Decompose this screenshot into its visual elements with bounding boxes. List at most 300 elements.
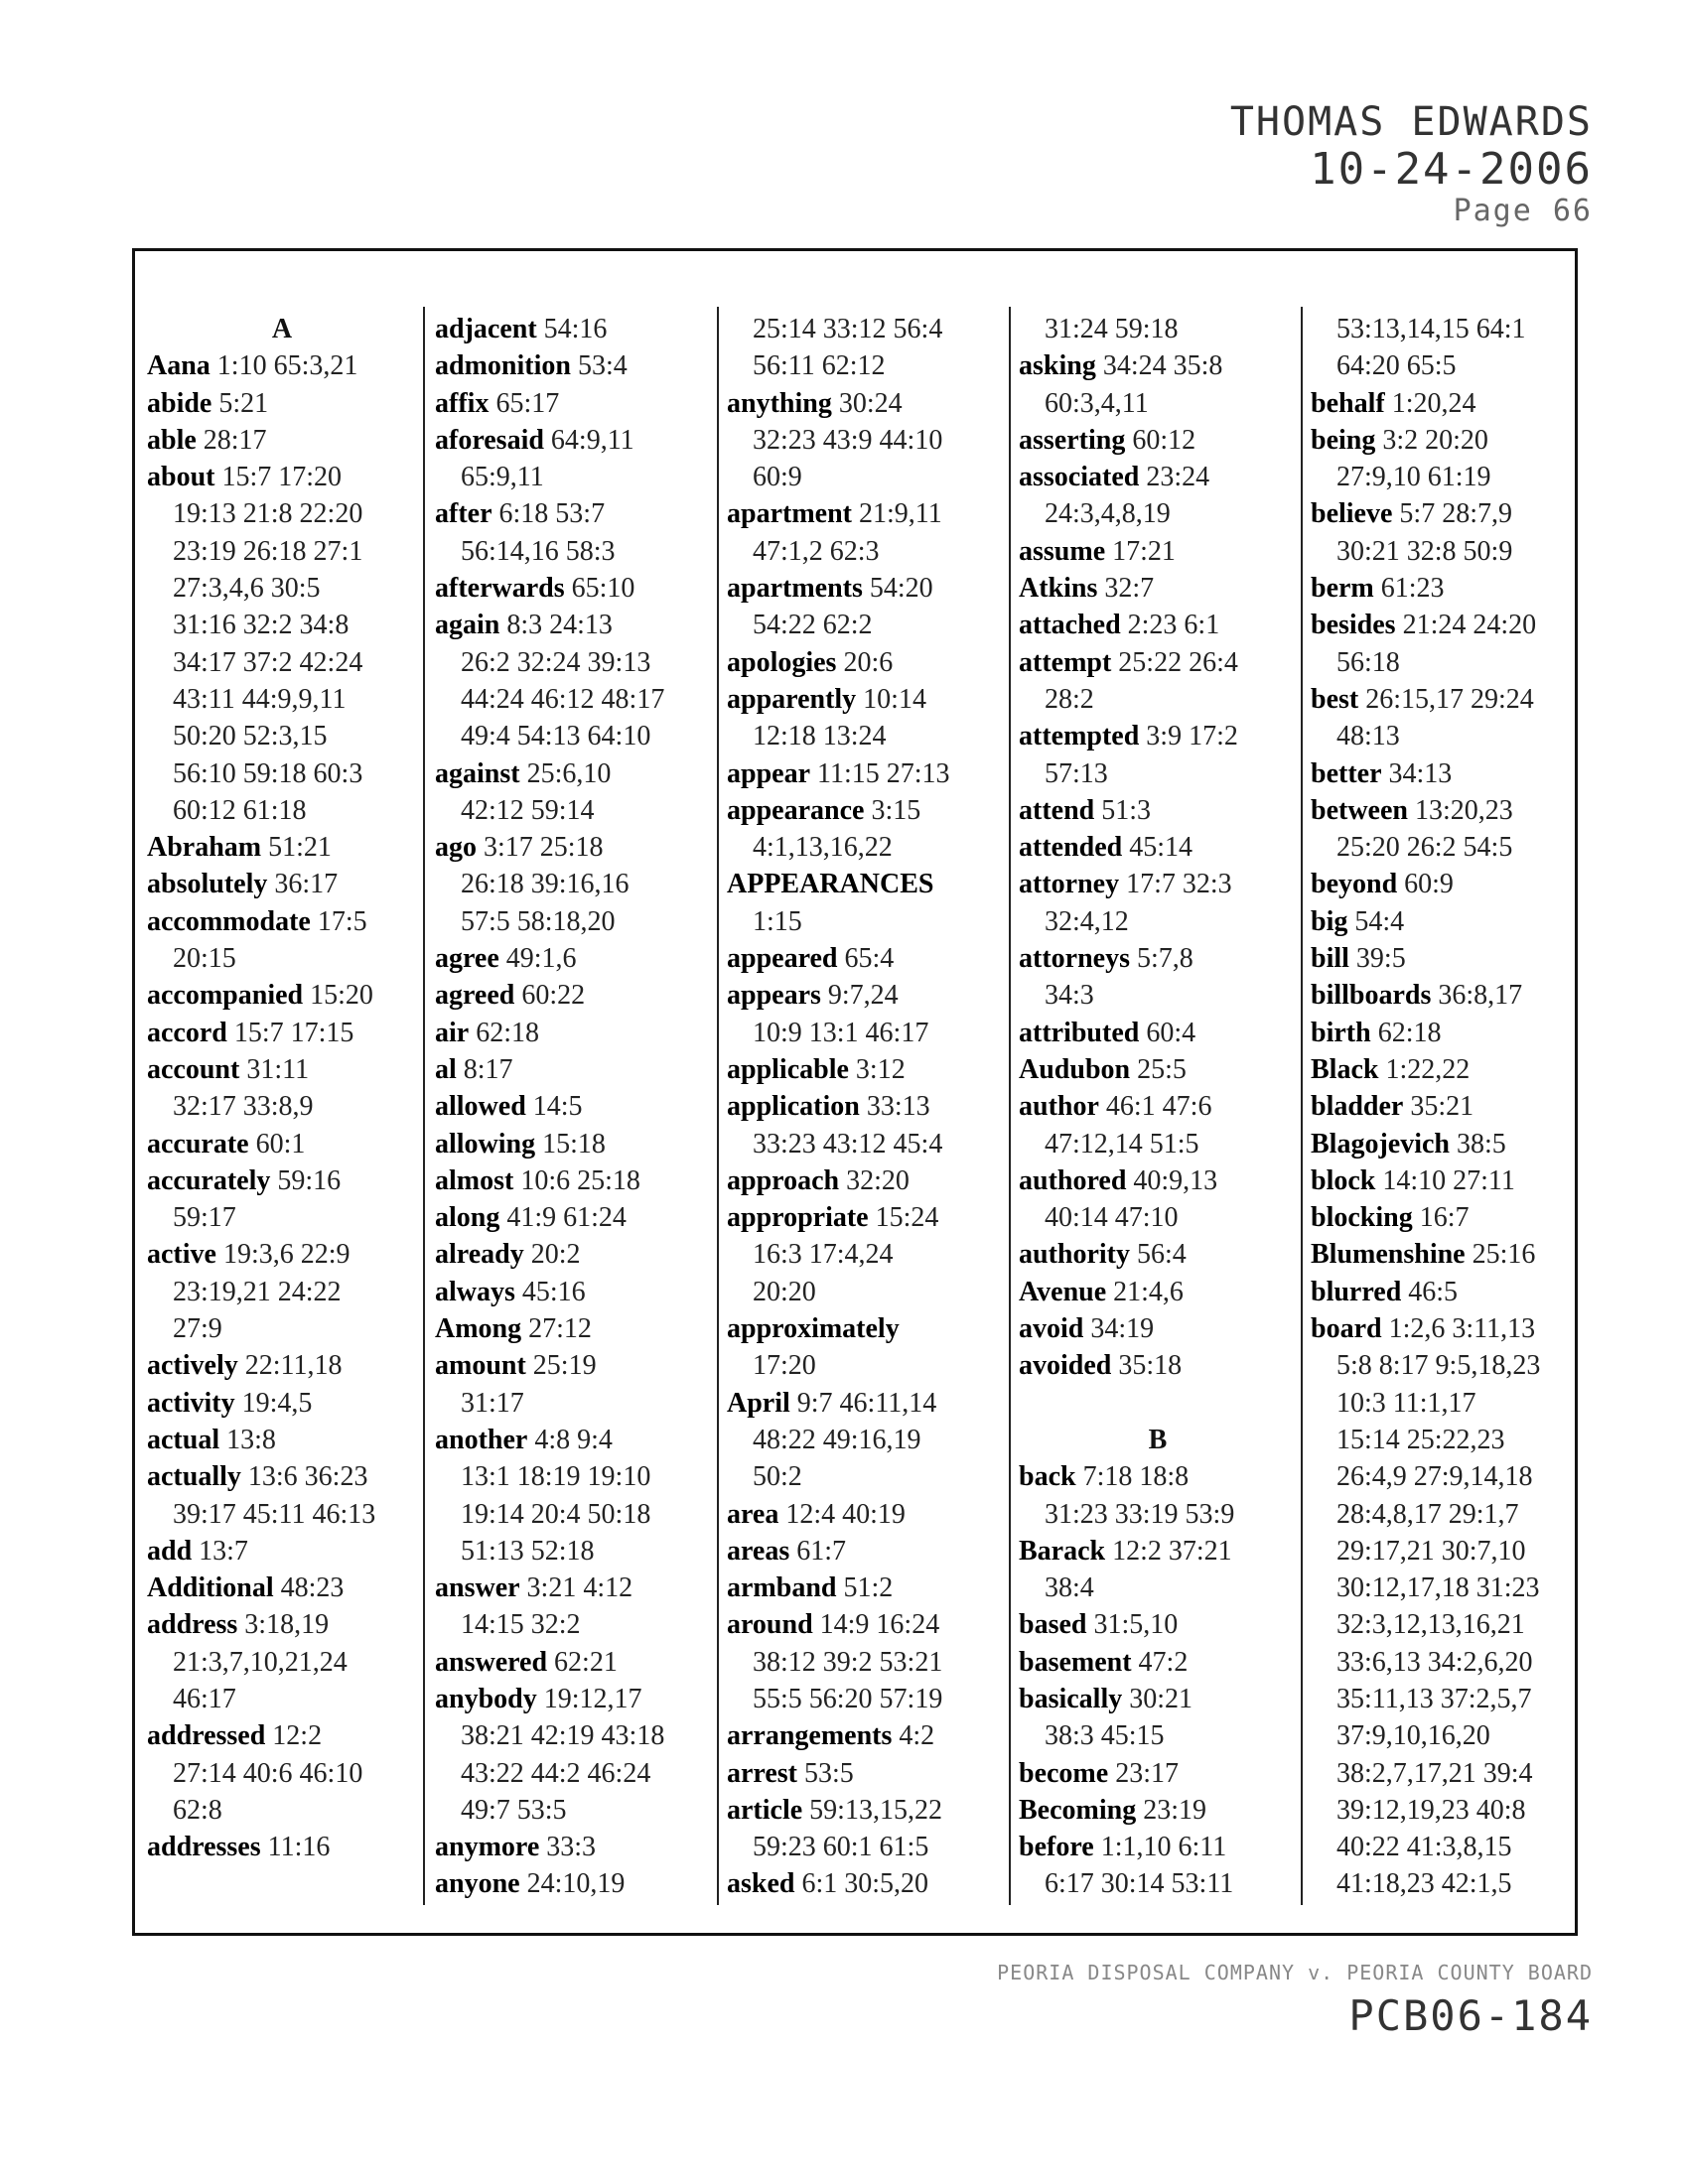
index-references: 32:20: [846, 1164, 910, 1196]
index-word: adjacent: [435, 314, 537, 344]
index-word: birth: [1311, 1017, 1371, 1048]
index-references-continued: 64:20 65:5: [1336, 350, 1457, 382]
index-word: apologies: [727, 646, 837, 678]
index-word: attempt: [1019, 646, 1112, 678]
index-entry: [1019, 1458, 1297, 1495]
index-word: add: [147, 1535, 193, 1567]
index-references-continued: 1:15: [753, 905, 802, 937]
index-references-continued: 47:1,2 62:3: [753, 535, 880, 567]
index-word: aforesaid: [435, 424, 544, 456]
index-references-continued: 26:18 39:16,16: [461, 869, 630, 900]
index-word: answered: [435, 1646, 548, 1678]
index-entry: [1019, 1792, 1297, 1829]
index-references: 14:5: [532, 1091, 583, 1123]
index-word: account: [147, 1053, 240, 1085]
index-references-continued: 43:22 44:2 46:24: [461, 1757, 651, 1789]
index-references: 9:7 46:11,14: [796, 1387, 937, 1419]
index-references: 16:7: [1419, 1202, 1470, 1234]
index-references: 59:13,15,22: [809, 1794, 942, 1826]
index-entry: [1311, 1236, 1571, 1273]
index-references-continued: 19:13 21:8 22:20: [173, 498, 363, 530]
index-word: apartments: [727, 573, 863, 605]
index-word: authored: [1019, 1164, 1127, 1196]
index-word: better: [1311, 757, 1382, 789]
index-references-continued: 60:3,4,11: [1045, 387, 1149, 419]
index-word: besides: [1311, 610, 1396, 641]
index-word: armband: [727, 1572, 837, 1604]
case-caption: PEORIA DISPOSAL COMPANY v. PEORIA COUNTY BOARD: [997, 1961, 1593, 1984]
index-references-continued: 60:9: [753, 462, 802, 493]
index-references: 19:3,6 22:9: [222, 1239, 351, 1271]
index-word: attended: [1019, 832, 1123, 864]
index-entry: [1019, 1310, 1297, 1347]
index-references: 5:21: [218, 387, 269, 419]
index-references: 10:6 25:18: [520, 1164, 640, 1196]
index-word: avoided: [1019, 1350, 1112, 1382]
index-references-continued: 25:20 26:2 54:5: [1336, 832, 1513, 864]
index-references-continued: 55:5 56:20 57:19: [753, 1683, 943, 1714]
index-entry: [435, 977, 713, 1014]
index-entry: [1019, 1829, 1297, 1865]
index-references-continued: 56:10 59:18 60:3: [173, 757, 363, 789]
index-references: 39:5: [1355, 943, 1406, 975]
index-word: actually: [147, 1461, 241, 1493]
index-references: 17:5: [317, 905, 367, 937]
index-references-continued: 40:14 47:10: [1045, 1202, 1179, 1234]
index-entry: [1019, 1162, 1297, 1199]
index-references: 46:5: [1408, 1276, 1459, 1307]
index-entry: [727, 1199, 1005, 1236]
index-word: attached: [1019, 610, 1121, 641]
index-column-4: [1019, 311, 1297, 1903]
index-entry: [147, 385, 417, 422]
index-references: 23:24: [1146, 462, 1210, 493]
index-entry: [1311, 1310, 1571, 1347]
index-word: Blagojevich: [1311, 1128, 1450, 1160]
index-references: 60:9: [1404, 869, 1454, 900]
index-word: Atkins: [1019, 573, 1098, 605]
index-word: absolutely: [147, 869, 268, 900]
index-entry: [147, 1458, 417, 1495]
index-entry: [727, 1051, 1005, 1088]
index-references: 15:7 17:20: [221, 462, 343, 493]
index-references: 56:4: [1137, 1239, 1187, 1271]
index-references: 11:16: [267, 1832, 331, 1863]
index-references-continued: 48:22 49:16,19: [753, 1424, 921, 1455]
index-word: applicable: [727, 1053, 849, 1085]
index-references: 48:23: [280, 1572, 345, 1604]
index-references-continued: 38:2,7,17,21 39:4: [1336, 1757, 1533, 1789]
index-entry: [727, 866, 1005, 902]
index-entry: [147, 422, 417, 459]
index-word: Becoming: [1019, 1794, 1137, 1826]
index-word: anybody: [435, 1683, 537, 1714]
index-references: 65:10: [571, 573, 635, 605]
column-divider: [717, 307, 719, 1905]
index-entry: [147, 1829, 417, 1865]
index-word: between: [1311, 794, 1408, 826]
index-references: 41:9 61:24: [506, 1202, 627, 1234]
index-word: attend: [1019, 794, 1095, 826]
index-references: 3:2 20:20: [1382, 424, 1488, 456]
index-references: 60:12: [1132, 424, 1196, 456]
index-word: always: [435, 1276, 515, 1307]
index-references-continued: 39:12,19,23 40:8: [1336, 1794, 1526, 1826]
index-references-continued: 23:19 26:18 27:1: [173, 535, 363, 567]
index-entry: [727, 1385, 1005, 1422]
index-word: afterwards: [435, 573, 565, 605]
index-references: 46:1 47:6: [1105, 1091, 1212, 1123]
index-entry: [727, 1162, 1005, 1199]
index-entry: [147, 459, 417, 495]
index-references-continued: 24:3,4,8,19: [1045, 498, 1171, 530]
index-word: APPEARANCES: [727, 869, 934, 900]
index-entry: [1311, 977, 1571, 1014]
index-references-continued: 56:14,16 58:3: [461, 535, 616, 567]
index-word: attorney: [1019, 869, 1120, 900]
index-word: actual: [147, 1424, 220, 1455]
index-entry: [1019, 422, 1297, 459]
index-references: 12:4 40:19: [785, 1498, 906, 1530]
index-word: amount: [435, 1350, 526, 1382]
index-references: 33:3: [546, 1832, 597, 1863]
index-entry: [435, 1570, 713, 1606]
index-entry: [147, 1717, 417, 1754]
index-column-1: [147, 311, 417, 1865]
index-references: 35:18: [1118, 1350, 1183, 1382]
index-entry: [147, 1606, 417, 1643]
index-references-continued: 56:11 62:12: [753, 350, 886, 382]
index-word: addressed: [147, 1720, 266, 1752]
index-entry: [727, 755, 1005, 792]
index-entry: [727, 1310, 1005, 1347]
index-entry: [1019, 1681, 1297, 1717]
index-entry: [727, 1496, 1005, 1533]
index-references: 7:18 18:8: [1082, 1461, 1190, 1493]
index-word: allowed: [435, 1091, 526, 1123]
index-entry: [727, 1533, 1005, 1570]
index-references: 36:8,17: [1438, 980, 1523, 1012]
index-entry: [435, 607, 713, 643]
index-references-continued: 32:3,12,13,16,21: [1336, 1609, 1525, 1641]
index-word: accord: [147, 1017, 227, 1048]
index-references: 3:15: [871, 794, 921, 826]
index-references: 65:17: [495, 387, 560, 419]
index-entry: [727, 644, 1005, 681]
index-word: Among: [435, 1313, 522, 1345]
index-references: 35:21: [1410, 1091, 1474, 1123]
index-references-continued: 54:22 62:2: [753, 610, 873, 641]
index-references-continued: 27:9,10 61:19: [1336, 462, 1491, 493]
index-references-continued: 34:3: [1045, 980, 1094, 1012]
index-entry: [727, 1755, 1005, 1792]
index-references: 32:7: [1104, 573, 1155, 605]
index-word: become: [1019, 1757, 1109, 1789]
index-references-continued: 13:1 18:19 19:10: [461, 1461, 651, 1493]
index-references-continued: 59:17: [173, 1202, 236, 1234]
index-word: big: [1311, 905, 1348, 937]
index-word: back: [1019, 1461, 1076, 1493]
index-entry: [727, 1865, 1005, 1902]
index-references-continued: 43:11 44:9,9,11: [173, 683, 347, 715]
index-spacer: [1019, 1385, 1297, 1422]
index-entry: [435, 1865, 713, 1902]
index-references: 2:23 6:1: [1127, 610, 1220, 641]
index-references: 21:24 24:20: [1402, 610, 1537, 641]
deposition-date: 10-24-2006: [1310, 144, 1593, 195]
index-entry: [727, 385, 1005, 422]
index-references: 25:6,10: [526, 757, 612, 789]
index-references-continued: 31:16 32:2 34:8: [173, 610, 350, 641]
index-word: agreed: [435, 980, 515, 1012]
index-references: 54:4: [1354, 905, 1405, 937]
index-references: 5:7,8: [1136, 943, 1193, 975]
index-word: associated: [1019, 462, 1140, 493]
index-references-continued: 53:13,14,15 64:1: [1336, 314, 1526, 344]
index-entry: [147, 1162, 417, 1199]
index-word: authority: [1019, 1239, 1130, 1271]
index-word: almost: [435, 1164, 514, 1196]
index-references: 34:19: [1090, 1313, 1155, 1345]
index-word: Aana: [147, 350, 210, 382]
index-word: best: [1311, 683, 1359, 715]
index-references: 11:15 27:13: [817, 757, 950, 789]
index-references: 13:20,23: [1414, 794, 1513, 826]
index-references-continued: 48:13: [1336, 721, 1400, 752]
index-word: again: [435, 610, 500, 641]
index-references-continued: 34:17 37:2 42:24: [173, 646, 363, 678]
index-references-continued: 23:19,21 24:22: [173, 1276, 342, 1307]
index-references-continued: 25:14 33:12 56:4: [753, 314, 943, 344]
index-references: 8:3 24:13: [506, 610, 613, 641]
index-references: 1:2,6 3:11,13: [1388, 1313, 1536, 1345]
index-references: 38:5: [1457, 1128, 1506, 1160]
index-word: basically: [1019, 1683, 1123, 1714]
index-entry: [435, 1829, 713, 1865]
index-references: 19:4,5: [241, 1387, 313, 1419]
index-references: 62:21: [554, 1646, 618, 1678]
index-word: addresses: [147, 1832, 261, 1863]
index-references: 6:1 30:5,20: [801, 1868, 929, 1900]
index-references: 24:10,19: [526, 1868, 626, 1900]
index-references: 62:18: [476, 1017, 539, 1048]
index-word: Black: [1311, 1053, 1379, 1085]
index-word: April: [727, 1387, 790, 1419]
index-references: 53:5: [804, 1757, 854, 1789]
index-references: 1:10 65:3,21: [216, 350, 358, 382]
index-word: Additional: [147, 1572, 274, 1604]
index-references-continued: 27:3,4,6 30:5: [173, 573, 321, 605]
index-references: 25:5: [1137, 1053, 1187, 1085]
index-entry: [435, 1236, 713, 1273]
index-references-continued: 38:12 39:2 53:21: [753, 1646, 943, 1678]
index-entry: [435, 1015, 713, 1051]
index-references: 26:15,17 29:24: [1365, 683, 1534, 715]
index-references-continued: 28:2: [1045, 683, 1094, 715]
index-references-continued: 37:9,10,16,20: [1336, 1720, 1490, 1752]
index-entry: [147, 1015, 417, 1051]
index-references-continued: 27:9: [173, 1313, 222, 1345]
index-references: 1:22,22: [1385, 1053, 1471, 1085]
index-entry: [435, 495, 713, 532]
index-references: 14:10 27:11: [1382, 1164, 1515, 1196]
index-entry: [1311, 1126, 1571, 1162]
index-references-continued: 31:17: [461, 1387, 524, 1419]
index-word: anyone: [435, 1868, 520, 1900]
index-entry: [1019, 1088, 1297, 1125]
index-references: 54:16: [543, 314, 608, 344]
index-references: 15:18: [542, 1128, 606, 1160]
index-references: 12:2: [272, 1720, 323, 1752]
index-word: asserting: [1019, 424, 1126, 456]
index-references: 36:17: [274, 869, 339, 900]
index-entry: [435, 1681, 713, 1717]
index-references-continued: 49:4 54:13 64:10: [461, 721, 651, 752]
index-entry: [1019, 718, 1297, 754]
index-references-continued: 38:21 42:19 43:18: [461, 1720, 665, 1752]
index-references-continued: 30:12,17,18 31:23: [1336, 1572, 1540, 1604]
index-entry: [435, 1347, 713, 1384]
index-references-continued: 26:2 32:24 39:13: [461, 646, 651, 678]
index-word: address: [147, 1609, 238, 1641]
index-word: blurred: [1311, 1276, 1402, 1307]
index-entry: [435, 1422, 713, 1458]
index-entry: [727, 570, 1005, 607]
index-entry: [1019, 570, 1297, 607]
index-word: approach: [727, 1164, 840, 1196]
index-entry: [1311, 1015, 1571, 1051]
index-references: 12:2 37:21: [1112, 1535, 1232, 1567]
index-references: 64:9,11: [550, 424, 634, 456]
index-entry: [727, 495, 1005, 532]
index-references: 62:18: [1377, 1017, 1442, 1048]
index-word: bill: [1311, 943, 1349, 975]
index-references: 61:7: [796, 1535, 847, 1567]
index-word: arrangements: [727, 1720, 893, 1752]
index-entry: [147, 1051, 417, 1088]
index-references-continued: 40:22 41:3,8,15: [1336, 1832, 1512, 1863]
index-word: billboards: [1311, 980, 1432, 1012]
index-word: admonition: [435, 350, 571, 382]
index-references: 51:3: [1101, 794, 1152, 826]
index-references: 1:20,24: [1391, 387, 1476, 419]
index-word: block: [1311, 1164, 1376, 1196]
index-references-continued: 28:4,8,17 29:1,7: [1336, 1498, 1519, 1530]
index-entry: [435, 940, 713, 977]
index-entry: [727, 1717, 1005, 1754]
index-references-continued: 46:17: [173, 1683, 236, 1714]
index-word: abide: [147, 387, 212, 419]
index-word: Blumenshine: [1311, 1239, 1466, 1271]
index-word: agree: [435, 943, 499, 975]
index-word: accompanied: [147, 980, 304, 1012]
index-references-continued: 30:21 32:8 50:9: [1336, 535, 1513, 567]
index-references: 61:23: [1380, 573, 1445, 605]
index-entry: [147, 1347, 417, 1384]
index-word: actively: [147, 1350, 238, 1382]
index-entry: [435, 311, 713, 347]
index-references: 45:16: [521, 1276, 586, 1307]
index-references-continued: 14:15 32:2: [461, 1609, 581, 1641]
index-references: 60:4: [1146, 1017, 1196, 1048]
index-references-continued: 41:18,23 42:1,5: [1336, 1868, 1512, 1900]
index-entry: [1311, 755, 1571, 792]
index-references: 30:21: [1129, 1683, 1193, 1714]
index-references: 28:17: [203, 424, 267, 456]
index-references-continued: 17:20: [753, 1350, 816, 1382]
index-references: 3:17 25:18: [484, 832, 604, 864]
index-word: board: [1311, 1313, 1382, 1345]
index-entry: [1311, 681, 1571, 718]
index-references-continued: 49:7 53:5: [461, 1794, 567, 1826]
index-entry: [1019, 829, 1297, 866]
index-entry: [1311, 1162, 1571, 1199]
index-references-continued: 38:3 45:15: [1045, 1720, 1165, 1752]
index-entry: [1311, 607, 1571, 643]
index-references-continued: 32:4,12: [1045, 905, 1129, 937]
index-entry: [147, 1126, 417, 1162]
index-references: 21:9,11: [858, 498, 942, 530]
index-entry: [1019, 1015, 1297, 1051]
index-references: 15:7 17:15: [233, 1017, 354, 1048]
index-entry: [727, 940, 1005, 977]
index-word: appeared: [727, 943, 838, 975]
index-references-continued: 27:14 40:6 46:10: [173, 1757, 363, 1789]
index-entry: [1019, 607, 1297, 643]
index-references: 51:2: [843, 1572, 894, 1604]
index-word: basement: [1019, 1646, 1132, 1678]
index-references: 60:1: [255, 1128, 306, 1160]
index-entry: [1019, 644, 1297, 681]
index-word: apparently: [727, 683, 857, 715]
index-entry: [1311, 495, 1571, 532]
index-word: appear: [727, 757, 810, 789]
index-word: anything: [727, 387, 832, 419]
index-references: 31:11: [246, 1053, 310, 1085]
index-word: around: [727, 1609, 813, 1641]
index-entry: [1019, 347, 1297, 384]
index-references-continued: 32:23 43:9 44:10: [753, 424, 943, 456]
index-references-continued: 59:23 60:1 61:5: [753, 1832, 929, 1863]
index-references: 23:17: [1115, 1757, 1179, 1789]
index-word: area: [727, 1498, 779, 1530]
index-references: 25:16: [1472, 1239, 1536, 1271]
index-references: 19:12,17: [543, 1683, 642, 1714]
index-references-continued: 60:12 61:18: [173, 794, 307, 826]
index-entry: [147, 977, 417, 1014]
index-entry: [435, 1126, 713, 1162]
index-references-continued: 50:2: [753, 1461, 802, 1493]
index-references: 60:22: [521, 980, 586, 1012]
index-word: asked: [727, 1868, 795, 1900]
index-references-continued: 39:17 45:11 46:13: [173, 1498, 376, 1530]
index-references-continued: 31:24 59:18: [1045, 314, 1179, 344]
index-word: Abraham: [147, 832, 262, 864]
index-references: 13:6 36:23: [247, 1461, 368, 1493]
index-word: berm: [1311, 573, 1374, 605]
index-references-continued: 19:14 20:4 50:18: [461, 1498, 651, 1530]
index-word: accurately: [147, 1164, 271, 1196]
index-entry: [435, 1644, 713, 1681]
column-divider: [1009, 307, 1011, 1905]
index-entry: [1019, 1606, 1297, 1643]
index-references-continued: 65:9,11: [461, 462, 544, 493]
index-word: asking: [1019, 350, 1096, 382]
index-word: al: [435, 1053, 457, 1085]
index-entry: [1311, 903, 1571, 940]
index-column-5: [1311, 311, 1571, 1903]
index-entry: [727, 1088, 1005, 1125]
